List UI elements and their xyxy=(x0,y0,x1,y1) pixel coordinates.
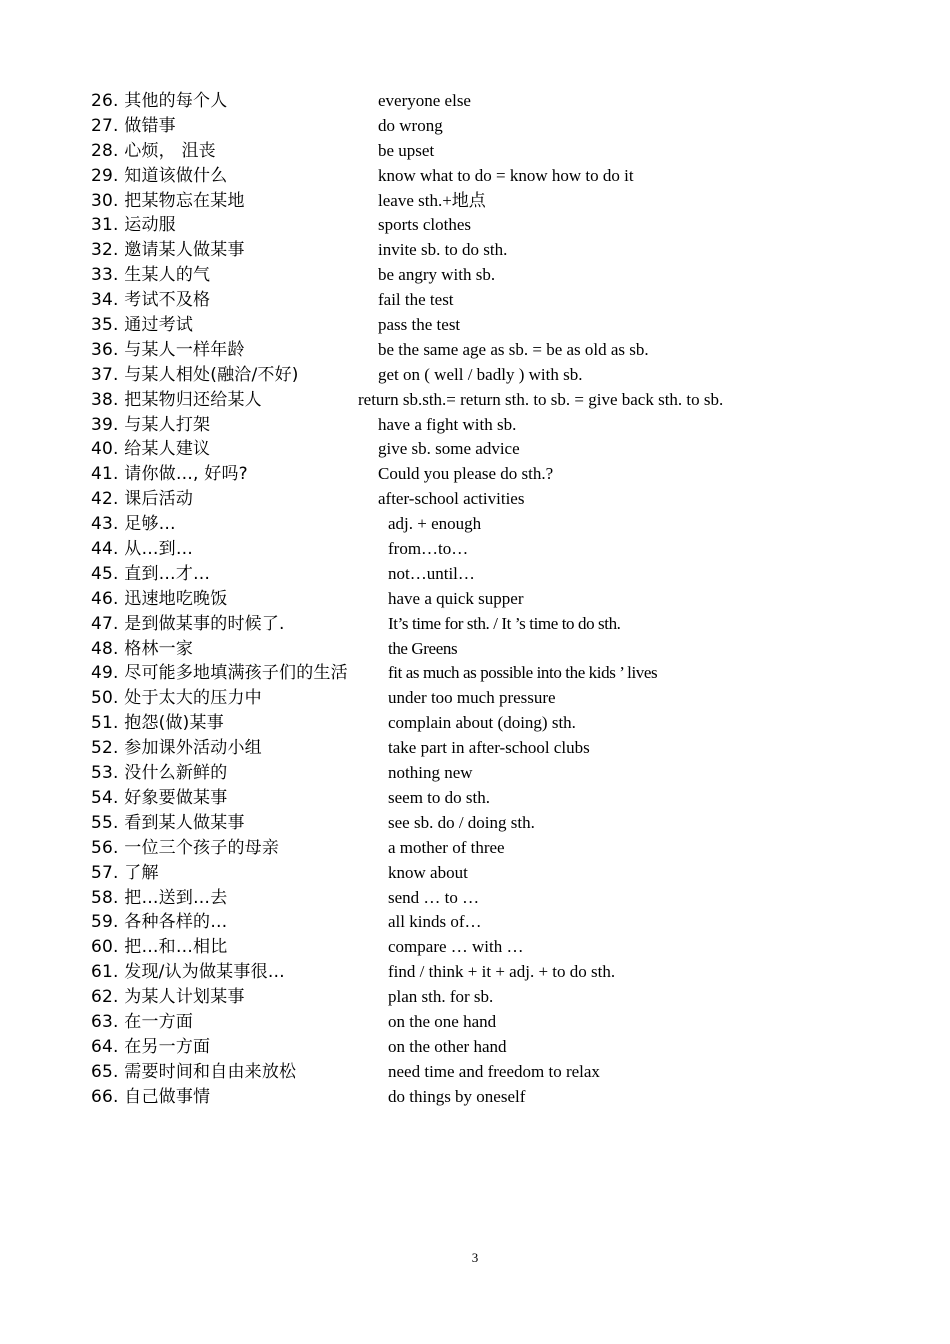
chinese-phrase: 47. 是到做某事的时候了. xyxy=(91,613,285,634)
chinese-phrase: 61. 发现/认为做某事很… xyxy=(91,962,285,983)
list-item xyxy=(0,711,950,736)
chinese-phrase: 26. 其他的每个人 xyxy=(91,91,228,111)
list-item xyxy=(0,935,950,960)
chinese-phrase: 29. 知道该做什么 xyxy=(91,165,228,186)
english-phrase: send … to … xyxy=(388,887,480,907)
chinese-phrase: 50. 处于太大的压力中 xyxy=(91,688,262,709)
chinese-phrase: 36. 与某人一样年龄 xyxy=(91,339,245,360)
chinese-phrase: 30. 把某物忘在某地 xyxy=(91,190,245,211)
english-phrase: all kinds of… xyxy=(388,912,482,932)
english-phrase: take part in after-school clubs xyxy=(388,738,590,758)
chinese-phrase: 49. 尽可能多地填满孩子们的生活 xyxy=(91,663,348,684)
chinese-phrase: 62. 为某人计划某事 xyxy=(91,987,245,1008)
chinese-phrase: 38. 把某物归还给某人 xyxy=(91,389,262,410)
list-item xyxy=(0,811,950,836)
list-item xyxy=(0,637,950,662)
list-item xyxy=(0,363,950,388)
english-phrase: give sb. some advice xyxy=(378,439,520,459)
list-item xyxy=(0,462,950,487)
english-phrase: Could you please do sth.? xyxy=(378,464,554,484)
chinese-phrase: 39. 与某人打架 xyxy=(91,414,211,435)
list-item xyxy=(0,960,950,985)
english-phrase: the Greens xyxy=(388,638,458,658)
english-phrase: invite sb. to do sth. xyxy=(378,240,508,260)
list-item xyxy=(0,1035,950,1060)
english-phrase: know about xyxy=(388,862,468,882)
chinese-phrase: 51. 抱怨(做)某事 xyxy=(91,713,224,734)
list-item xyxy=(0,213,950,238)
chinese-phrase: 66. 自己做事情 xyxy=(91,1086,211,1107)
chinese-phrase: 64. 在另一方面 xyxy=(91,1036,211,1057)
chinese-phrase: 46. 迅速地吃晚饭 xyxy=(91,588,228,609)
list-item xyxy=(0,313,950,338)
english-phrase: after-school activities xyxy=(378,489,525,509)
english-phrase: under too much pressure xyxy=(388,688,556,708)
chinese-phrase: 31. 运动服 xyxy=(91,215,176,236)
english-phrase: a mother of three xyxy=(388,837,505,857)
english-phrase: find / think + it + adj. + to do sth. xyxy=(388,962,616,982)
english-phrase: get on ( well / badly ) with sb. xyxy=(378,364,583,384)
list-item xyxy=(0,1085,950,1110)
chinese-phrase: 28. 心烦， 沮丧 xyxy=(91,140,216,161)
list-item xyxy=(0,512,950,537)
english-phrase: be upset xyxy=(378,140,435,160)
list-item xyxy=(0,761,950,786)
chinese-phrase: 56. 一位三个孩子的母亲 xyxy=(91,837,280,858)
list-item xyxy=(0,413,950,438)
chinese-phrase: 58. 把…送到…去 xyxy=(91,887,228,908)
list-item xyxy=(0,114,950,139)
list-item xyxy=(0,587,950,612)
list-item xyxy=(0,886,950,911)
chinese-phrase: 37. 与某人相处(融洽/不好) xyxy=(91,364,299,385)
list-item xyxy=(0,537,950,562)
chinese-phrase: 33. 生某人的气 xyxy=(91,265,211,286)
english-phrase: It’s time for sth. / It ’s time to do sth. xyxy=(388,613,621,633)
english-phrase: know what to do = know how to do it xyxy=(378,165,634,185)
english-phrase: do wrong xyxy=(378,115,443,135)
list-item xyxy=(0,736,950,761)
list-item xyxy=(0,836,950,861)
chinese-phrase: 48. 格林一家 xyxy=(91,638,194,659)
list-item xyxy=(0,437,950,462)
list-item xyxy=(0,164,950,189)
vocabulary-list xyxy=(0,89,950,1110)
english-phrase: fail the test xyxy=(378,290,454,310)
chinese-phrase: 53. 没什么新鲜的 xyxy=(91,763,228,784)
list-item xyxy=(0,686,950,711)
english-phrase: leave sth.+地点 xyxy=(378,190,486,210)
list-item xyxy=(0,263,950,288)
english-phrase: do things by oneself xyxy=(388,1086,526,1106)
english-phrase: have a quick supper xyxy=(388,588,524,608)
english-phrase: sports clothes xyxy=(378,215,472,235)
list-item xyxy=(0,338,950,363)
list-item xyxy=(0,910,950,935)
list-item xyxy=(0,562,950,587)
chinese-phrase: 54. 好象要做某事 xyxy=(91,787,228,808)
list-item xyxy=(0,487,950,512)
english-phrase: on the one hand xyxy=(388,1011,497,1031)
list-item xyxy=(0,612,950,637)
english-phrase: on the other hand xyxy=(388,1036,507,1056)
chinese-phrase: 32. 邀请某人做某事 xyxy=(91,240,245,261)
list-item xyxy=(0,189,950,214)
list-item xyxy=(0,388,950,413)
list-item xyxy=(0,238,950,263)
list-item xyxy=(0,288,950,313)
english-phrase: everyone else xyxy=(378,91,471,110)
chinese-phrase: 55. 看到某人做某事 xyxy=(91,812,245,833)
chinese-phrase: 44. 从…到… xyxy=(91,539,194,560)
english-phrase: see sb. do / doing sth. xyxy=(388,812,535,832)
english-phrase: nothing new xyxy=(388,763,473,783)
english-phrase: from…to… xyxy=(388,539,469,559)
list-item xyxy=(0,786,950,811)
english-phrase: fit as much as possible into the kids ’ lives xyxy=(388,663,658,683)
chinese-phrase: 27. 做错事 xyxy=(91,115,176,136)
english-phrase: pass the test xyxy=(378,315,461,335)
chinese-phrase: 35. 通过考试 xyxy=(91,315,194,336)
list-item xyxy=(0,985,950,1010)
chinese-phrase: 60. 把…和…相比 xyxy=(91,937,228,958)
english-phrase: have a fight with sb. xyxy=(378,414,517,434)
chinese-phrase: 41. 请你做…, 好吗? xyxy=(91,464,248,485)
chinese-phrase: 59. 各种各样的… xyxy=(91,912,228,933)
english-phrase: be angry with sb. xyxy=(378,265,496,285)
chinese-phrase: 43. 足够… xyxy=(91,514,176,535)
chinese-phrase: 42. 课后活动 xyxy=(91,489,194,510)
english-phrase: complain about (doing) sth. xyxy=(388,713,576,733)
english-phrase: be the same age as sb. = be as old as sb. xyxy=(378,339,649,359)
list-item xyxy=(0,139,950,164)
english-phrase: compare … with … xyxy=(388,937,524,957)
chinese-phrase: 65. 需要时间和自由来放松 xyxy=(91,1061,297,1082)
english-phrase: plan sth. for sb. xyxy=(388,987,494,1007)
english-phrase: adj. + enough xyxy=(388,514,482,534)
english-phrase: not…until… xyxy=(388,563,475,583)
chinese-phrase: 52. 参加课外活动小组 xyxy=(91,738,262,759)
english-phrase: return sb.sth.= return sth. to sb. = give back sth. to sb. xyxy=(358,389,724,409)
english-phrase: need time and freedom to relax xyxy=(388,1061,600,1081)
english-phrase: seem to do sth. xyxy=(388,787,490,807)
list-item xyxy=(0,861,950,886)
list-item xyxy=(0,1010,950,1035)
list-item xyxy=(0,89,950,114)
chinese-phrase: 40. 给某人建议 xyxy=(91,439,211,460)
chinese-phrase: 57. 了解 xyxy=(91,862,159,883)
chinese-phrase: 63. 在一方面 xyxy=(91,1011,194,1032)
chinese-phrase: 34. 考试不及格 xyxy=(91,290,211,311)
list-item xyxy=(0,661,950,686)
page-number: 3 xyxy=(471,1250,479,1265)
chinese-phrase: 45. 直到…才… xyxy=(91,563,211,584)
list-item xyxy=(0,1060,950,1085)
